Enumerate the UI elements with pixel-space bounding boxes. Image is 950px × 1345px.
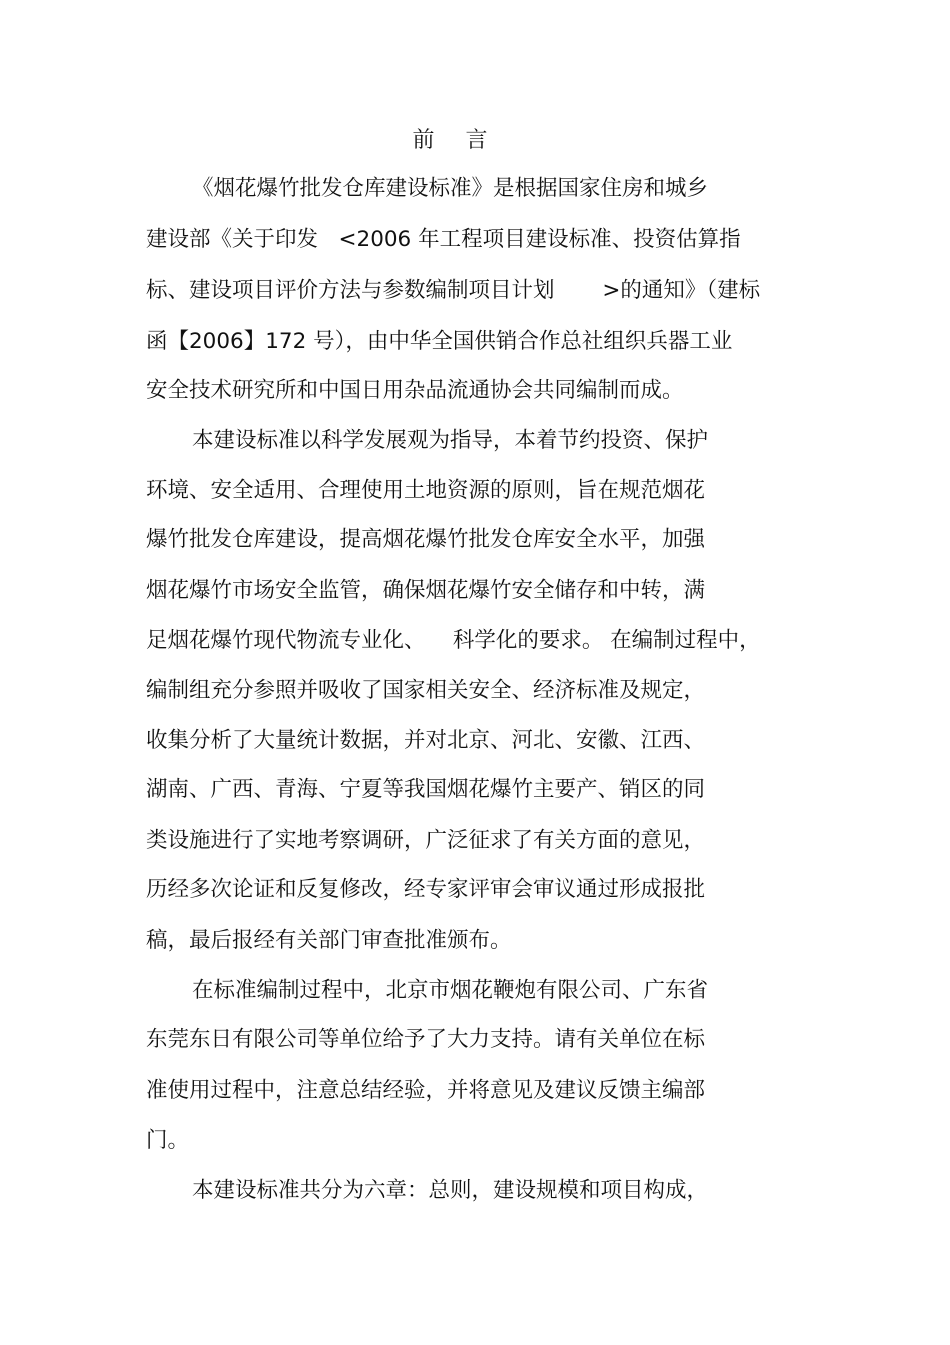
paragraph-2-line-5: 足烟花爆竹现代物流专业化、 科学化的要求。 在编制过程中， (146, 628, 761, 653)
paragraph-2-line-6: 编制组充分参照并吸收了国家相关安全、经济标准及规定， (146, 678, 706, 703)
paragraph-3-line-3: 准使用过程中，注意总结经验，并将意见及建议反馈主编部 (146, 1078, 706, 1103)
paragraph-1-line-5: 安全技术研究所和中国日用杂品流通协会共同编制而成。 (146, 378, 684, 403)
paragraph-2-line-4: 烟花爆竹市场安全监管，确保烟花爆竹安全储存和中转，满 (146, 578, 706, 603)
paragraph-1-line-3: 标、建设项目评价方法与参数编制项目计划 >的通知》（建标 (146, 278, 761, 303)
paragraph-1-line-4: 函【2006】172 号），由中华全国供销合作总社组织兵器工业 (146, 329, 733, 354)
paragraph-3-line-2: 东莞东日有限公司等单位给予了大力支持。请有关单位在标 (146, 1027, 706, 1052)
paragraph-2-line-9: 类设施进行了实地考察调研，广泛征求了有关方面的意见， (146, 828, 706, 853)
paragraph-2-line-1: 本建设标准以科学发展观为指导，本着节约投资、保护 (192, 428, 709, 453)
paragraph-2-line-11: 稿，最后报经有关部门审查批准颁布。 (146, 928, 512, 953)
page-title: 前 言 (412, 128, 500, 153)
paragraph-2-line-10: 历经多次论证和反复修改，经专家评审会审议通过形成报批 (146, 877, 706, 902)
paragraph-2-line-7: 收集分析了大量统计数据，并对北京、河北、安徽、江西、 (146, 728, 706, 753)
paragraph-2-line-8: 湖南、广西、青海、宁夏等我国烟花爆竹主要产、销区的同 (146, 777, 706, 802)
paragraph-1-line-1: 《烟花爆竹批发仓库建设标准》是根据国家住房和城乡 (192, 176, 709, 201)
paragraph-3-line-1: 在标准编制过程中，北京市烟花鞭炮有限公司、广东省 (192, 978, 709, 1003)
paragraph-2-line-3: 爆竹批发仓库建设，提高烟花爆竹批发仓库安全水平，加强 (146, 527, 706, 552)
paragraph-3-line-4: 门。 (146, 1128, 190, 1153)
paragraph-1-line-2: 建设部《关于印发 <2006 年工程项目建设标准、投资估算指 (146, 227, 741, 252)
paragraph-2-line-2: 环境、安全适用、合理使用土地资源的原则，旨在规范烟花 (146, 478, 706, 503)
paragraph-4-line-1: 本建设标准共分为六章：总则，建设规模和项目构成， (192, 1178, 709, 1203)
